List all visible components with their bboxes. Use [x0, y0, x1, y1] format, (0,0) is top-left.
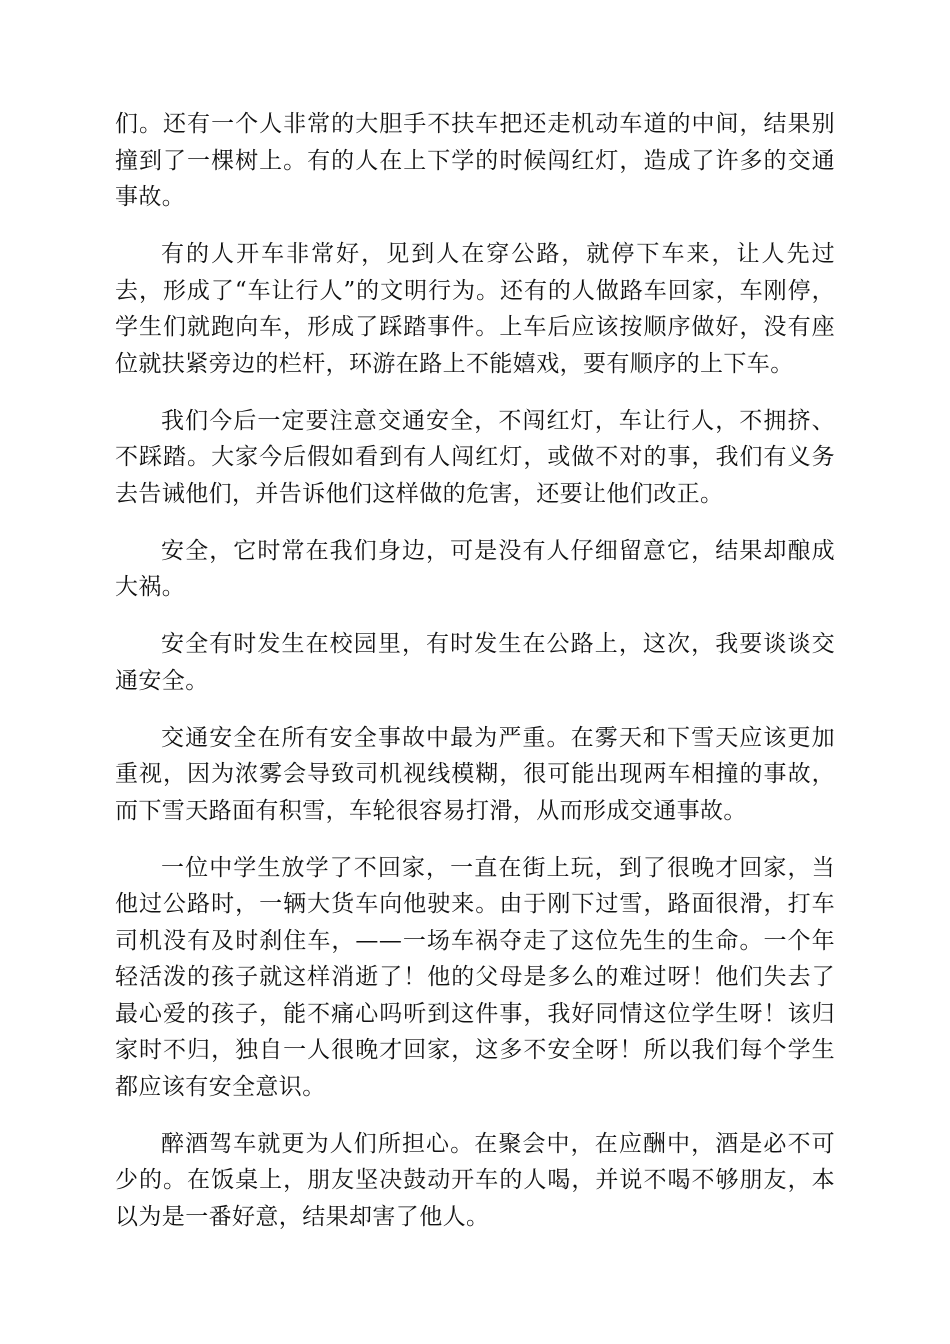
paragraph: 我们今后一定要注意交通安全，不闯红灯，车让行人，不拥挤、不踩踏。大家今后假如看到有人闯红灯，或做不对的事，我们有义务去告诫他们，并告诉他们这样做的危害，还要让他们改正。: [115, 407, 835, 507]
document-body: [115, 106, 835, 1256]
paragraph: 一位中学生放学了不回家，一直在街上玩，到了很晚才回家，当他过公路时，一辆大货车向他驶来。由于刚下过雪，路面很滑，打车司机没有及时刹住车，——一场车祸夺走了这位先生的生命。一个年轻活泼的孩子就这样消逝了！他的父母是多么的难过呀！他们失去了最心爱的孩子，能不痛心吗听到这件事，我好同情这位学生呀！该归家时不归，独自一人很晚才回家，这多不安全呀！所以我们每个学生都应该有安全意识。: [115, 854, 835, 1100]
paragraph: 交通安全在所有安全事故中最为严重。在雾天和下雪天应该更加重视，因为浓雾会导致司机视线模糊，很可能出现两车相撞的事故，而下雪天路面有积雪，车轮很容易打滑，从而形成交通事故。: [115, 724, 835, 824]
paragraph: 安全，它时常在我们身边，可是没有人仔细留意它，结果却酿成大祸。: [115, 537, 835, 600]
paragraph: 们。还有一个人非常的大胆手不扶车把还走机动车道的中间，结果别撞到了一棵树上。有的人在上下学的时候闯红灯，造成了许多的交通事故。: [115, 111, 835, 210]
paragraph: 醉酒驾车就更为人们所担心。在聚会中，在应酬中，酒是必不可少的。在饭桌上，朋友坚决鼓动开车的人喝，并说不喝不够朋友，本以为是一番好意，结果却害了他人。: [115, 1130, 835, 1230]
paragraph: 有的人开车非常好，见到人在穿公路，就停下车来，让人先过去，形成了“车让行人”的文明行为。还有的人做路车回家，车刚停，学生们就跑向车，形成了踩踏事件。上车后应该按顺序做好，没有座位就扶紧旁边的栏杆，环游在路上不能嬉戏，要有顺序的上下车。: [115, 241, 835, 377]
paragraph: 安全有时发生在校园里，有时发生在公路上，这次，我要谈谈交通安全。: [115, 631, 835, 694]
